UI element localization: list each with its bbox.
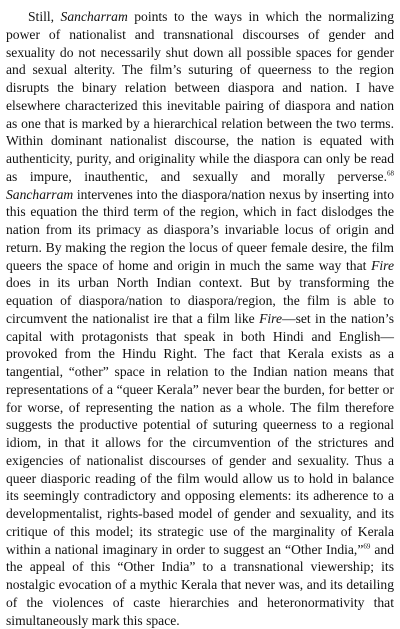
text-segment: and the appeal of this “Other India” to a transnational viewership; its nostalgic evocation of a mythic Kerala that never was, and its detailing of the violences of caste hierarchies and heteronormativity that simultaneously mark this space. (6, 541, 394, 628)
page-body (6, 8, 394, 629)
text-segment: does in its urban North Indian context. But by transforming the equation of diaspora/nation to diaspora/region, the film is able to circumvent the nationalist ire that a film like (6, 275, 394, 326)
film-title-italic: Fire (259, 310, 282, 326)
film-title-italic: Sancharram (6, 186, 74, 202)
text-segment: Still, (28, 9, 61, 24)
text-segment: —set in the nation’s capital with protagonists that speak in both Hindi and English—provoked from the Hindu Right. The fact that Kerala exists as a tangential, “other” space in relation to the Indian nation means that representations of a “queer Kerala” never bear the burden, for better or for worse, of representing the nation as a whole. The film therefore suggests the productive potential of suturing queerness to a regional idiom, in that it allows for the circumvention of the strictures and exigencies of nationalist discourses of gender and sexuality. Thus a queer diasporic reading of the film would allow us to hold in balance its seemingly contradictory and opposing elements: its adherence to a developmentalist, rights-based model of gender and sexuality, and its critique of this model; its strategic use of the marginality of Kerala within a national imaginary in order to suggest an “Other India,” (6, 310, 394, 557)
film-title-italic: Sancharram (60, 9, 128, 24)
footnote-ref-69: 69 (363, 541, 371, 550)
text-segment: points to the ways in which the normalizing power of nationalist and transnational discourses of gender and sexuality do not necessarily shut down all possible spaces for gender and sexual alterity. The film’s suturing of queerness to the region disrupts the binary relation between diaspora and nation. I have elsewhere characterized this inevitable pairing of diaspora and nation as one that is marked by a hierarchical relation between the two terms. Within dominant nationalist discourse, the nation is equated with authenticity, purity, and originality while the diaspora can only be read as impure, inauthentic, and sexually and morally perverse. (6, 9, 394, 184)
film-title-italic: Fire (371, 257, 394, 273)
footnote-ref-68: 68 (387, 169, 394, 178)
body-paragraph (6, 8, 394, 629)
text-segment: intervenes into the diaspora/nation nexus by inserting into this equation the third term of the region, which in fact dislodges the nation from its primacy as diaspora’s invariable locus of origin and return. By making the region the locus of queer female desire, the film queers the space of home and origin in much the same way that (6, 186, 394, 273)
